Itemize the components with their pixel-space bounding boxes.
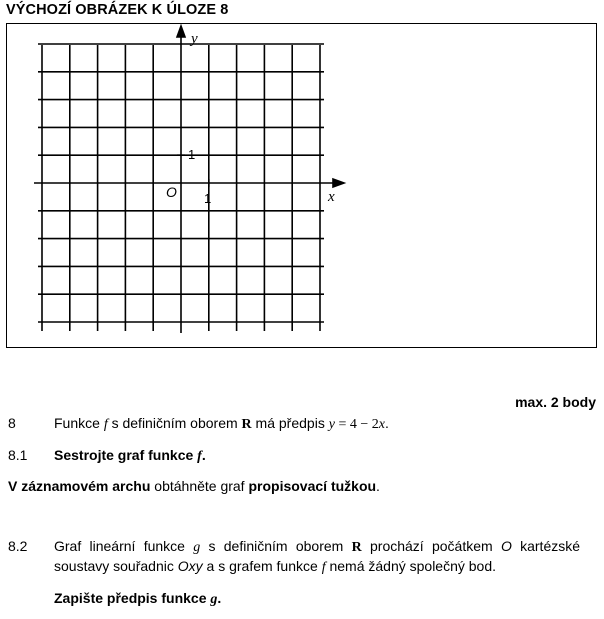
task-text-2: s definičním oborem [107,415,242,431]
y-unit-label: 1 [188,147,196,162]
instruction [8,478,380,494]
task-statement [54,415,389,433]
x-axis-arrow [333,179,344,187]
instruction-part3: propisovací tužkou [248,478,377,494]
formula-end: . [384,415,389,431]
formula-y: y [328,417,335,432]
sub2-line1 [54,538,580,556]
sub1-f: f [197,449,202,464]
sub2-l1-a: Graf lineární funkce [54,538,194,554]
sub2-R: R [351,540,362,555]
sub2-l1-d: kartézské [511,538,581,554]
y-axis-arrow [177,26,185,37]
sub2-g: g [193,540,201,555]
sub2-line3 [54,590,221,608]
sub1-statement [54,447,206,465]
sub1-end: . [201,447,206,463]
task-number: 8 [8,415,16,431]
task-R: R [241,417,252,432]
sub2-l3-g: g [210,592,218,607]
sub2-O: O [500,538,512,554]
formula-rest: = 4 − 2 [334,417,379,432]
sub1-number: 8.1 [8,447,28,463]
coordinate-grid [6,23,597,348]
instruction-part4: . [376,478,380,494]
sub2-l2-b: a s grafem funkce [202,558,322,574]
sub2-Oxy: Oxy [177,558,203,574]
sub2-number: 8.2 [8,538,28,554]
task-f: f [103,417,108,432]
x-unit-label: 1 [204,191,212,206]
sub2-l3-end: . [217,590,222,606]
instruction-part1: V záznamovém archu [8,478,151,494]
task-text-3: má předpis [251,415,329,431]
x-axis-label: x [328,189,335,205]
sub2-l2-a: soustavy souřadnic [54,558,178,574]
sub2-l1-b: s definičním oborem [200,538,352,554]
instruction-part2: obtáhněte graf [150,478,249,494]
sub2-l2-c: nemá žádný společný bod. [325,558,497,574]
sub2-l1-c: prochází počátkem [361,538,501,554]
max-points-label: max. 2 body [515,394,596,410]
origin-label: O [166,184,177,200]
sub1-text: Sestrojte graf funkce [54,447,198,463]
sub2-f: f [321,560,326,575]
sub2-line2 [54,558,496,576]
y-axis-label: y [191,31,198,47]
sub2-l3-a: Zapište předpis funkce [54,590,211,606]
page-heading: VÝCHOZÍ OBRÁZEK K ÚLOZE 8 [6,2,229,18]
formula-x: x [378,417,385,432]
task-text-1: Funkce [54,415,104,431]
